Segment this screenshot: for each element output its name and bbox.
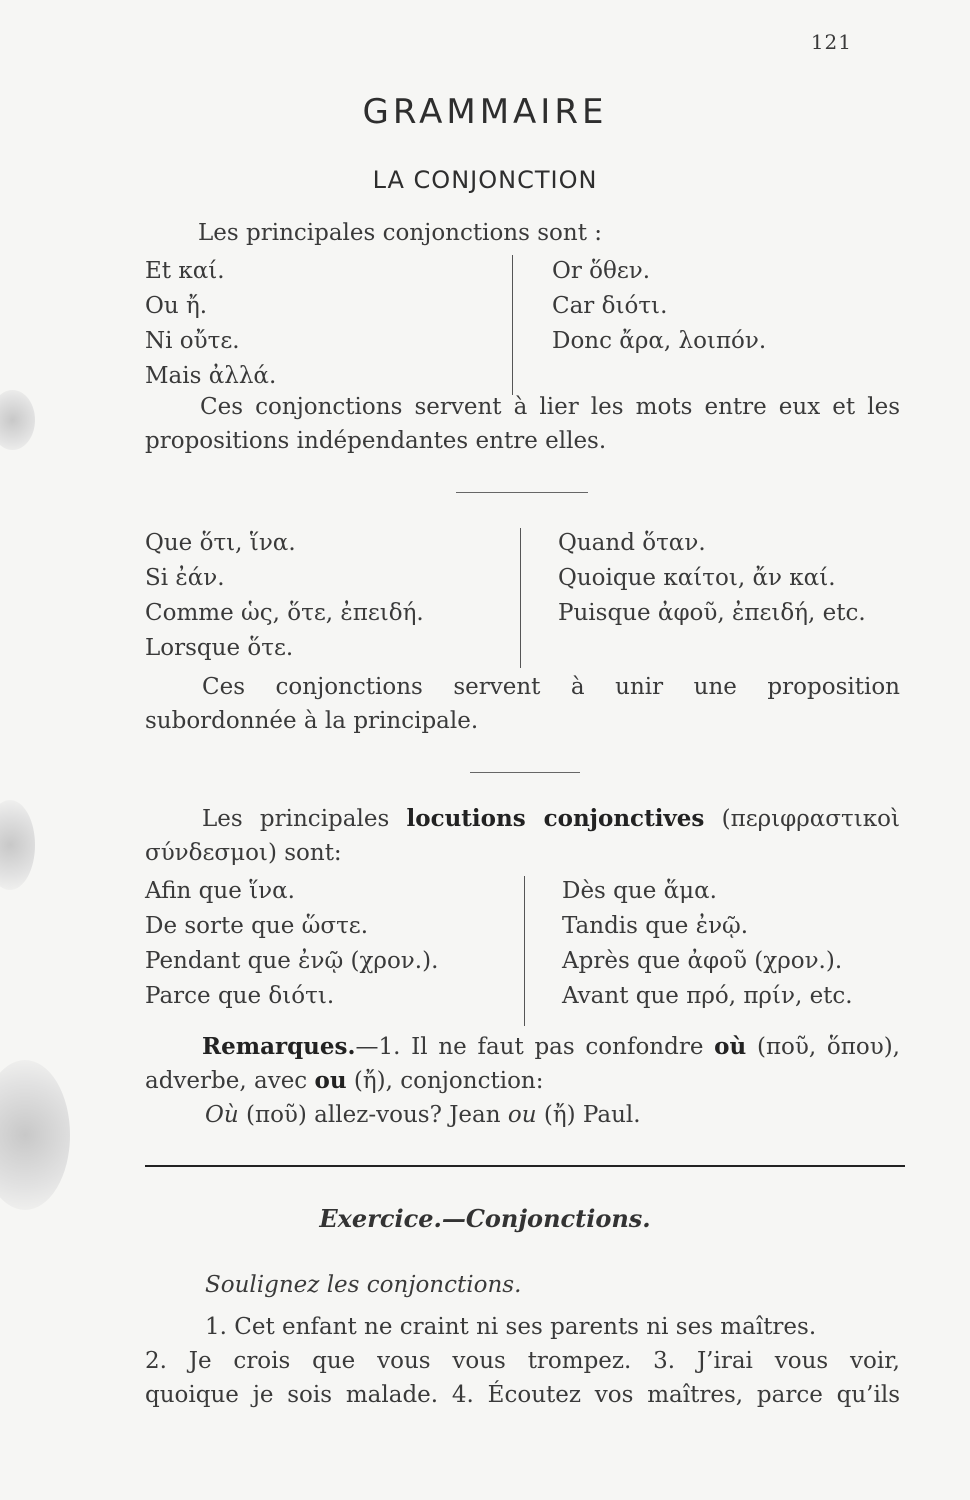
- italic-word: Où: [205, 1102, 239, 1128]
- list-item: Quand ὅταν.: [558, 530, 706, 556]
- page-number: 121: [810, 30, 852, 54]
- paragraph: Ces conjonctions servent à lier les mots entre eux et les propositions indépendantes entre elles.: [145, 394, 900, 454]
- list-item: Parce que διότι.: [145, 983, 335, 1009]
- exercise-title: Exercice.—Conjonctions.: [319, 1204, 651, 1233]
- list-item: Afin que ἵνα.: [145, 878, 295, 904]
- bold-term: locutions conjonctives: [406, 805, 705, 832]
- page-title: GRAMMAIRE: [362, 92, 608, 132]
- list-item: Quoique καίτοι, ἄν καί.: [558, 565, 836, 591]
- page-stain: [0, 390, 35, 450]
- page-stain: [0, 800, 35, 890]
- list-item: Ni οὔτε.: [145, 328, 240, 354]
- list-item: Que ὅτι, ἵνα.: [145, 530, 296, 556]
- locution-list-right: [562, 874, 853, 1014]
- exercise-line: quoique je sois malade. 4. Écoutez vos maîtres, parce qu’ils: [145, 1382, 900, 1408]
- text-span: (ποῦ, ὅπου), adverbe, avec: [145, 1034, 900, 1094]
- locution-list-left: [145, 874, 438, 1014]
- conjunction-list-right: [552, 254, 766, 359]
- text-span: —1. Il ne faut pas confondre: [355, 1034, 704, 1060]
- list-item: Avant que πρό, πρίν, etc.: [562, 983, 853, 1009]
- list-item: Car διότι.: [552, 293, 668, 319]
- list-item: Puisque ἀφοῦ, ἐπειδή, etc.: [558, 600, 866, 626]
- exercise-line: 1. Cet enfant ne craint ni ses parents ni ses maîtres.: [205, 1314, 817, 1340]
- list-item: Mais ἀλλά.: [145, 363, 277, 389]
- list-item: Comme ὡς, ὅτε, ἐπειδή.: [145, 600, 424, 626]
- list-item: De sorte que ὥστε.: [145, 913, 369, 939]
- exercise-line: 2. Je crois que vous vous trompez. 3. J’irai vous voir,: [145, 1348, 900, 1374]
- divider: [470, 772, 580, 773]
- conjunction-list-left: [145, 254, 276, 394]
- list-item: Si ἐάν.: [145, 565, 225, 591]
- text-span: (ἤ) Paul.: [543, 1102, 641, 1128]
- bold-term: où: [714, 1033, 747, 1060]
- list-item: Et καί.: [145, 258, 225, 284]
- text-span: (ποῦ) allez-vous? Jean: [245, 1102, 501, 1128]
- list-item: Dès que ἅμα.: [562, 878, 717, 904]
- italic-word: ou: [507, 1102, 537, 1128]
- paragraph: Ces conjonctions servent à unir une proposition subordonnée à la principale.: [145, 674, 900, 734]
- column-divider: [512, 255, 513, 395]
- list-item: Ou ἤ.: [145, 293, 208, 319]
- text-span: (ἤ), conjonction:: [353, 1068, 544, 1094]
- remarks-paragraph: [145, 1030, 900, 1098]
- divider: [456, 492, 588, 493]
- exercise-instruction: Soulignez les conjonctions.: [205, 1272, 522, 1298]
- intro-text: Les principales conjonctions sont :: [198, 220, 602, 246]
- section-separator: [145, 1165, 905, 1167]
- text-span: Les principales: [202, 806, 390, 832]
- list-item: Donc ἄρα, λοιπόν.: [552, 328, 767, 354]
- column-divider: [524, 876, 525, 1026]
- paragraph: [145, 802, 900, 870]
- bold-term: ou: [314, 1067, 347, 1094]
- conjunction-list-left: [145, 526, 424, 666]
- list-item: Pendant que ἐνῷ (χρον.).: [145, 948, 439, 974]
- text-span: (περιφραστικοὶ σύνδεσμοι) sont:: [145, 806, 900, 866]
- example-line: [205, 1098, 641, 1132]
- section-title: LA CONJONCTION: [372, 166, 598, 194]
- list-item: Lorsque ὅτε.: [145, 635, 294, 661]
- list-item: Tandis que ἐνῷ.: [562, 913, 749, 939]
- column-divider: [520, 528, 521, 668]
- remarks-label: Remarques.: [202, 1033, 356, 1060]
- conjunction-list-right: [558, 526, 866, 631]
- list-item: Après que ἀφοῦ (χρον.).: [562, 948, 843, 974]
- list-item: Or ὅθεν.: [552, 258, 651, 284]
- page-stain: [0, 1060, 70, 1210]
